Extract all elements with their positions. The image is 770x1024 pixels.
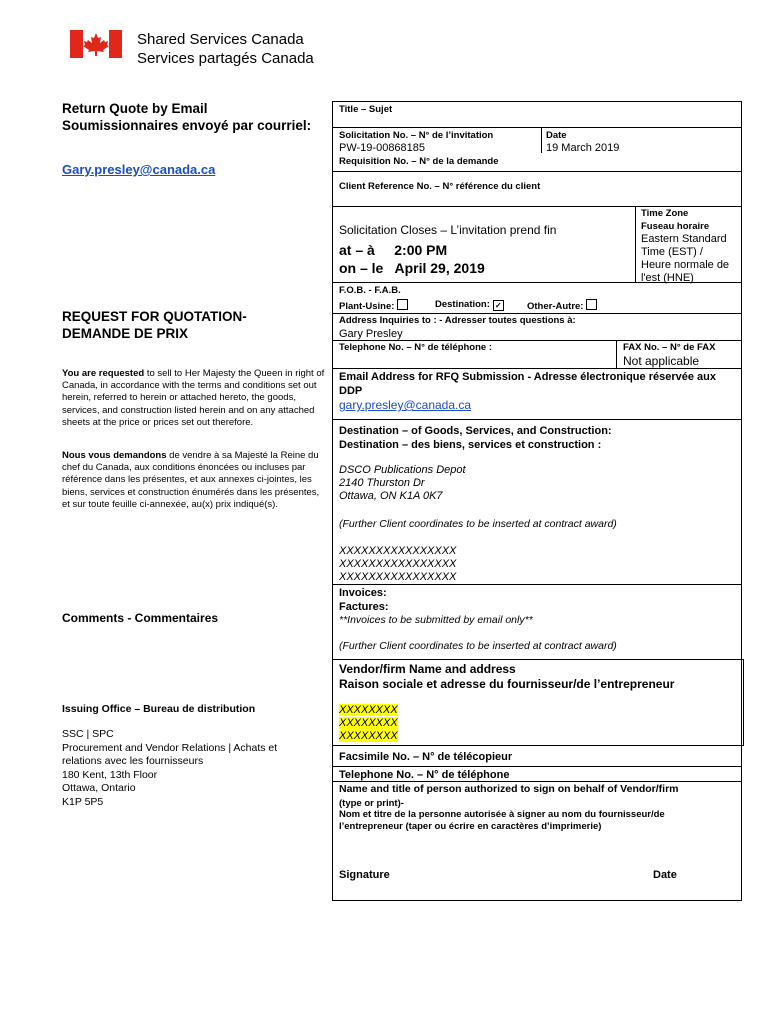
vendor-name-label <box>339 662 674 692</box>
time-zone-value: Eastern Standard <box>641 233 727 245</box>
signatory-label-fr-line: Nom et titre de la personne autorisée à signer au nom du fournisseur/de <box>339 809 665 820</box>
return-quote-line-fr: Soumissionnaires envoyé par courriel: <box>62 118 312 133</box>
destination-goods-label <box>339 424 612 452</box>
issuing-line: SSC | SPC <box>62 728 114 740</box>
telephone-label: Telephone No. – N° de téléphone : <box>339 342 492 353</box>
other-autre-label: Other-Autre: <box>527 301 584 312</box>
other-autre-option[interactable] <box>527 299 597 312</box>
signatory-label: Name and title of person authorized to sign on behalf of Vendor/firm <box>339 783 679 795</box>
time-zone-value: l'est (HNE) <box>641 272 694 284</box>
issuing-line: Ottawa, Ontario <box>62 782 136 794</box>
destination-placeholder <box>339 545 456 584</box>
request-bold-en: You are requested <box>62 368 145 379</box>
signature-label: Signature <box>339 869 390 881</box>
facsimile-label: Facsimile No. – N° de télécopieur <box>339 751 513 763</box>
time-zone-block <box>641 207 729 285</box>
solicitation-no-value: PW-19-00868185 <box>339 142 426 154</box>
vendor-telephone-label: Telephone No. – N° de téléphone <box>339 769 510 781</box>
vendor-placeholder-line: XXXXXXXX <box>339 704 398 716</box>
fob-label: F.O.B. - F.A.B. <box>339 285 401 296</box>
department-name <box>137 30 314 68</box>
placeholder-line: XXXXXXXXXXXXXXXX <box>339 571 457 583</box>
destination-goods-label-line: Destination – des biens, services et construction : <box>339 439 602 451</box>
time-zone-label-fr: Fuseau horaire <box>641 221 710 232</box>
email-submission-label-line: DDP <box>339 385 363 397</box>
vendor-placeholder[interactable] <box>339 704 398 743</box>
fax-label: FAX No. – N° de FAX <box>623 342 716 353</box>
issuing-office-address <box>62 728 312 809</box>
title-label: Title – Sujet <box>339 104 393 115</box>
destination-checkbox[interactable]: ✓ <box>493 300 504 311</box>
invoices-note: **Invoices to be submitted by email only** <box>339 614 533 626</box>
time-zone-value: Heure normale de <box>641 259 730 271</box>
solicitation-no-label: Solicitation No. – N° de l’invitation <box>339 130 494 141</box>
request-paragraph-fr <box>62 450 325 511</box>
issuing-line: 180 Kent, 13th Floor <box>62 768 158 781</box>
plant-usine-option[interactable] <box>339 299 408 312</box>
client-reference-label: Client Reference No. – N° référence du client <box>339 181 541 192</box>
rfq-title-en: REQUEST FOR QUOTATION- <box>62 309 247 324</box>
destination-address-line: DSCO Publications Depot <box>339 464 466 476</box>
signature-date-label: Date <box>653 869 677 881</box>
plant-usine-checkbox[interactable] <box>397 299 408 310</box>
date-label: Date <box>546 130 567 141</box>
dept-name-en: Shared Services Canada <box>137 31 304 48</box>
time-zone-value: Time (EST) / <box>641 246 703 258</box>
vendor-name-label-fr: Raison sociale et adresse du fournisseur/de l’entrepreneur <box>339 677 675 691</box>
issuing-line: Procurement and Vendor Relations | Achats et <box>62 741 278 754</box>
signatory-label-fr <box>339 809 665 833</box>
request-paragraph-en <box>62 368 325 429</box>
destination-label: Destination: <box>435 299 490 310</box>
request-bold-fr: Nous vous demandons <box>62 450 167 461</box>
request-text-en: to sell to Her Majesty the Queen in right of Canada, in accordance with the terms and conditions set out herein, referred to herein or attached hereto, the goods, services, and construction listed herein and on any attached sheets at the price or prices set out therefore. <box>62 368 325 428</box>
further-coordinates-note: (Further Client coordinates to be inserted at contract award) <box>339 518 617 530</box>
rfq-title-fr: DEMANDE DE PRIX <box>62 326 189 341</box>
closing-date: on – le April 29, 2019 <box>339 260 485 276</box>
invoices-label-en: Invoices: <box>339 587 387 599</box>
destination-goods-label-line: Destination – of Goods, Services, and Construction: <box>339 425 612 437</box>
dept-name-fr: Services partagés Canada <box>137 50 314 67</box>
solicitation-closes-label: Solicitation Closes – L’invitation prend fin <box>339 223 557 237</box>
issuing-office-title: Issuing Office – Bureau de distribution <box>62 703 256 715</box>
return-quote-heading <box>62 100 311 134</box>
further-coordinates-note: (Further Client coordinates to be inserted at contract award) <box>339 640 617 652</box>
vendor-name-label-en: Vendor/firm Name and address <box>339 662 516 676</box>
requisition-no-label: Requisition No. – N° de la demande <box>339 156 499 167</box>
issuing-line: K1P 5P5 <box>62 795 104 808</box>
other-autre-checkbox[interactable] <box>586 299 597 310</box>
destination-address-line: Ottawa, ON K1A 0K7 <box>339 490 443 502</box>
canada-flag-logo <box>70 30 122 58</box>
return-quote-line-en: Return Quote by Email <box>62 101 208 116</box>
rfq-title <box>62 308 247 342</box>
destination-address-line: 2140 Thurston Dr <box>339 477 425 489</box>
email-submission-label <box>339 370 716 398</box>
closing-time: at – à 2:00 PM <box>339 242 448 258</box>
signatory-label-fr-line: l’entrepreneur (taper ou écrire en caractères d’imprimerie) <box>339 821 602 832</box>
rfq-form <box>332 101 742 901</box>
destination-option[interactable] <box>435 299 504 311</box>
placeholder-line: XXXXXXXXXXXXXXXX <box>339 545 457 557</box>
date-value: 19 March 2019 <box>546 142 620 154</box>
address-inquiries-label: Address Inquiries to : - Adresser toutes questions à: <box>339 315 576 326</box>
vendor-placeholder-line: XXXXXXXX <box>339 717 398 729</box>
address-inquiries-value: Gary Presley <box>339 328 403 340</box>
placeholder-line: XXXXXXXXXXXXXXXX <box>339 558 457 570</box>
vendor-placeholder-line: XXXXXXXX <box>339 730 398 742</box>
type-or-print-label: (type or print)- <box>339 798 404 809</box>
email-submission-label-line: Email Address for RFQ Submission - Adresse électronique réservée aux <box>339 371 716 383</box>
request-text-fr: de vendre à sa Majesté la Reine du chef du Canada, aux conditions énoncées ou incluses par référence dans les présentes, et aux annexes ci-jointes, les biens, services et construction énumérés dans les présentes, et sur toute feuille ci-annexée, au(x) prix indiqué(s). <box>62 450 320 510</box>
destination-address <box>339 464 466 503</box>
plant-usine-label: Plant-Usine: <box>339 301 395 312</box>
comments-label: Comments - Commentaires <box>62 611 219 625</box>
email-submission-link[interactable]: gary.presley@canada.ca <box>339 398 472 412</box>
fax-value: Not applicable <box>623 354 700 368</box>
invoices-label <box>339 586 389 614</box>
time-zone-label-en: Time Zone <box>641 208 689 219</box>
return-email-link[interactable]: Gary.presley@canada.ca <box>62 162 216 177</box>
invoices-label-fr: Factures: <box>339 601 389 613</box>
issuing-line: relations avec les fournisseurs <box>62 755 204 767</box>
